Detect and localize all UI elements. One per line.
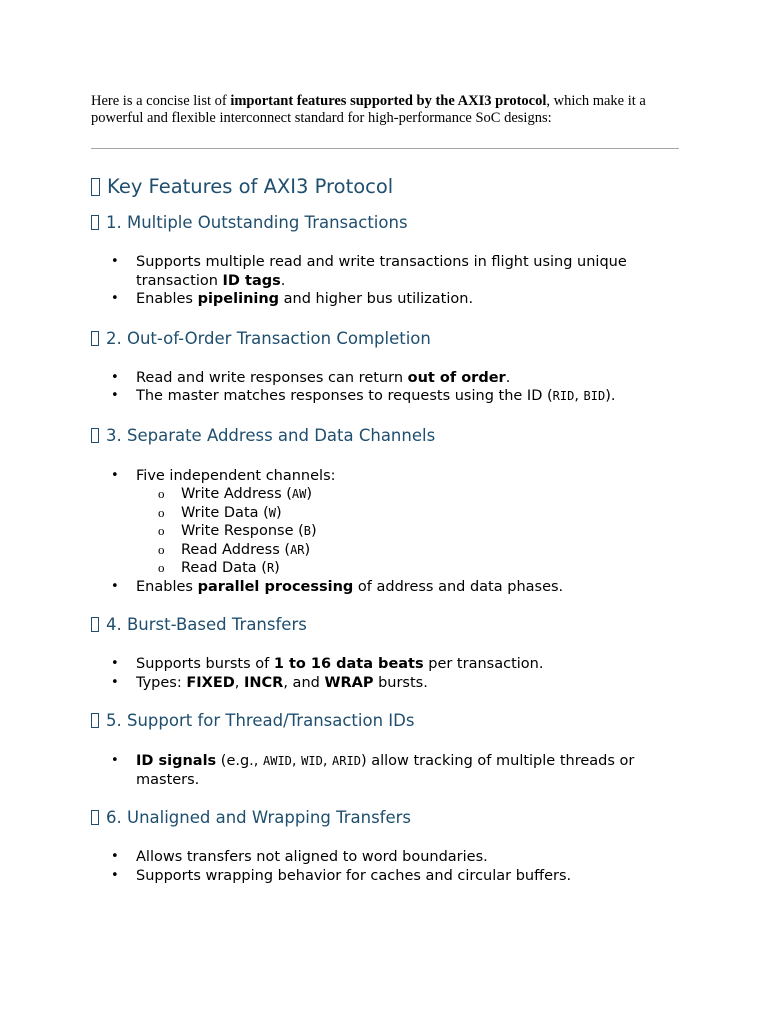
signal-code: AR — [290, 542, 305, 557]
section-heading-2 — [91, 329, 679, 349]
signal-code: ARID — [332, 754, 361, 768]
intro-bold-text: important features supported by the AXI3 protocol — [230, 93, 547, 109]
list-item — [91, 752, 679, 789]
list-item-text: (e.g., — [216, 753, 263, 769]
list-item-text: , — [234, 674, 244, 691]
sublist-item-text: Write Address ( — [181, 486, 292, 502]
signal-code: W — [268, 505, 277, 520]
list-item-text: . — [280, 272, 286, 289]
section-heading-4 — [91, 615, 679, 635]
list-item — [91, 848, 679, 867]
list-item-text: , — [574, 388, 584, 404]
list-item-text: , — [322, 753, 333, 769]
sublist-item-text: Write Response ( — [181, 523, 304, 539]
section-heading-1 — [91, 213, 679, 233]
intro-text-end: , which make it a powerful and flexible interconnect standard for high-performance SoC designs: — [91, 93, 646, 126]
list-item-bold: 1 to 16 data beats — [273, 656, 424, 672]
list-item-text: and higher bus utilization. — [279, 291, 474, 307]
horizontal-rule — [91, 148, 679, 149]
list-item-bold: ID tags — [222, 272, 281, 289]
section-heading-text: 3. Separate Address and Data Channels — [106, 425, 436, 445]
list-item-text: . — [505, 369, 511, 386]
section-heading-6 — [91, 808, 679, 828]
sublist-item — [136, 559, 679, 578]
list-item — [91, 674, 679, 693]
list-item-text: Supports wrapping behavior for caches and circular buffers. — [136, 867, 572, 884]
bullet-list-6 — [91, 848, 679, 885]
signal-code: WID — [301, 754, 323, 768]
section-heading-5 — [91, 711, 679, 731]
sublist-item-text: ) — [276, 504, 282, 521]
list-item — [91, 387, 679, 406]
sublist-item-text: ) — [306, 486, 313, 502]
section-heading-text: 2. Out-of-Order Transaction Completion — [106, 328, 431, 348]
signal-code: BID — [583, 389, 606, 403]
sublist-item — [136, 504, 679, 523]
signal-code: AW — [291, 487, 307, 501]
list-item-text: Allows transfers not aligned to word boundaries. — [136, 849, 488, 865]
list-item — [91, 369, 679, 388]
list-item-bold: WRAP — [324, 674, 374, 691]
list-item — [91, 253, 679, 290]
list-item-bold: INCR — [244, 674, 284, 691]
list-item-text: Types: — [136, 674, 187, 691]
bullet-list-4 — [91, 655, 679, 692]
list-item-bold: ID signals — [136, 753, 217, 769]
section-heading-text: 4. Burst-Based Transfers — [106, 615, 307, 634]
intro-paragraph — [91, 93, 679, 127]
list-item-text: of address and data phases. — [353, 578, 564, 595]
list-item-bold: out of order — [407, 369, 506, 386]
list-item — [91, 290, 679, 309]
bullet-list-1 — [91, 253, 679, 309]
list-item — [91, 578, 679, 597]
list-item-bold: FIXED — [186, 674, 235, 691]
document-title-text: Key Features of AXI3 Protocol — [107, 175, 394, 198]
list-item-text: Enables — [136, 291, 198, 307]
section-heading-text: 6. Unaligned and Wrapping Transfers — [106, 808, 412, 827]
missing-glyph-icon — [91, 331, 99, 346]
sublist-item-text: ) — [311, 523, 317, 539]
document-page — [91, 93, 679, 885]
list-item-text: ). — [605, 388, 616, 404]
section-heading-text: 1. Multiple Outstanding Transactions — [106, 213, 408, 232]
missing-glyph-icon — [91, 810, 99, 825]
section-heading-3 — [91, 426, 679, 446]
signal-code: R — [266, 561, 275, 575]
bullet-list-5 — [91, 752, 679, 789]
list-item-text: Enables — [136, 578, 198, 595]
list-item-bold: parallel processing — [197, 578, 354, 595]
list-item-text: Read and write responses can return — [136, 369, 408, 386]
sublist-item — [136, 522, 679, 541]
missing-glyph-icon — [91, 713, 99, 728]
list-item-text: bursts. — [373, 674, 428, 691]
bullet-list-2 — [91, 369, 679, 406]
bullet-list-3 — [91, 467, 679, 597]
sublist-item — [136, 541, 679, 560]
missing-glyph-icon — [91, 178, 100, 196]
sublist-item-text: ) — [274, 560, 280, 576]
sublist-item — [136, 485, 679, 504]
list-item — [91, 655, 679, 674]
list-item — [91, 867, 679, 886]
list-item-bold: pipelining — [197, 291, 280, 307]
signal-code: B — [303, 524, 312, 538]
missing-glyph-icon — [91, 215, 99, 230]
section-heading-text: 5. Support for Thread/Transaction IDs — [106, 711, 415, 730]
signal-code: RID — [552, 389, 575, 403]
list-item-text: , — [291, 753, 302, 769]
list-item-text: Five independent channels: — [136, 467, 336, 484]
missing-glyph-icon — [91, 428, 99, 443]
channel-sublist — [136, 485, 679, 578]
list-item-text: ) allow tracking of multiple threads or masters. — [136, 753, 635, 788]
intro-text: Here is a concise list of — [91, 93, 231, 109]
sublist-item-text: Read Data ( — [181, 560, 267, 576]
list-item — [91, 467, 679, 578]
sublist-item-text: ) — [304, 541, 311, 558]
missing-glyph-icon — [91, 617, 99, 632]
list-item-text: Supports multiple read and write transactions in flight using unique transaction — [136, 254, 627, 289]
sublist-item-text: Write Data ( — [181, 504, 269, 521]
sublist-item-text: Read Address ( — [181, 541, 291, 558]
signal-code: AWID — [263, 754, 292, 768]
list-item-text: per transaction. — [423, 656, 544, 672]
document-title — [91, 175, 679, 199]
list-item-text: , and — [283, 674, 325, 691]
list-item-text: Supports bursts of — [136, 656, 274, 672]
list-item-text: The master matches responses to requests using the ID ( — [136, 388, 553, 404]
